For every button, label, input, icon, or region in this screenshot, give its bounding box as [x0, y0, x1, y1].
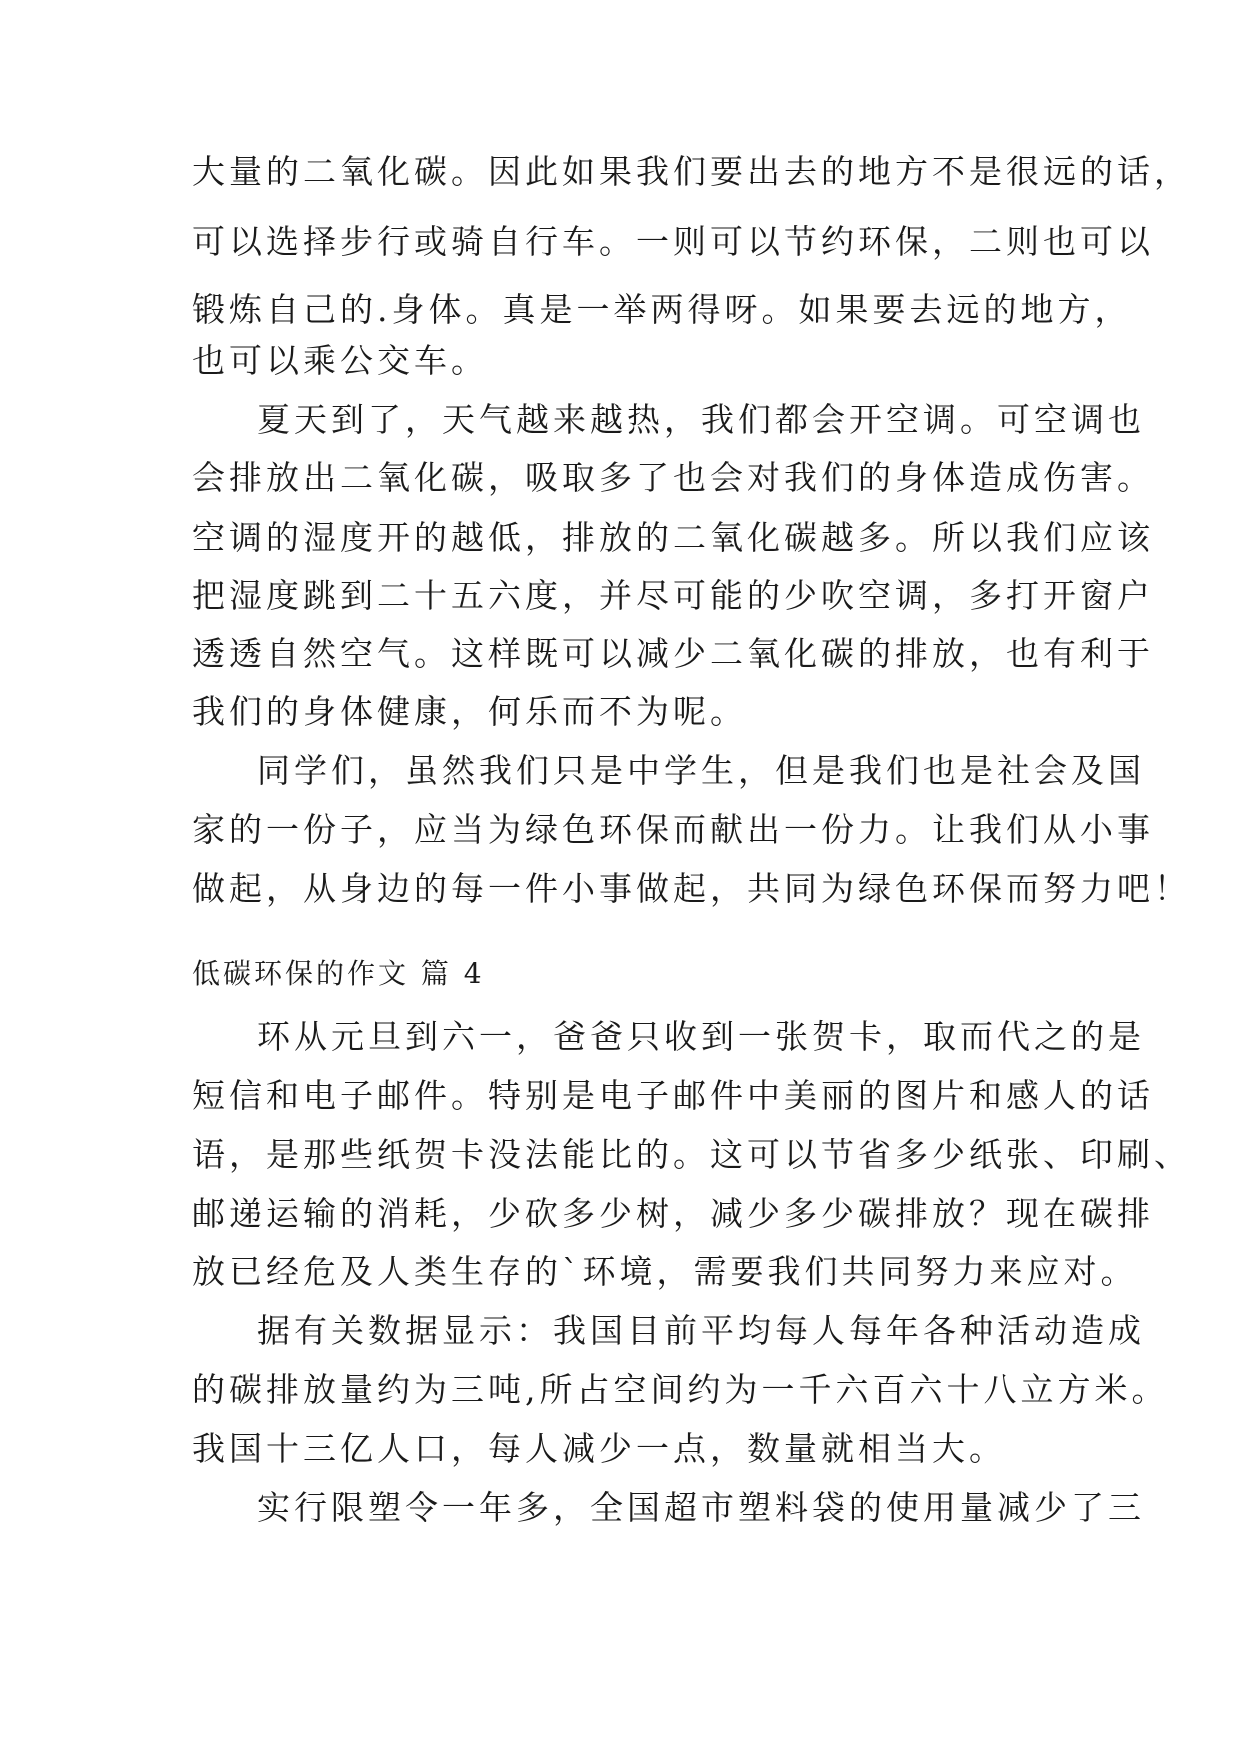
text-line: 透透自然空气。这样既可以减少二氧化碳的排放，也有利于: [192, 634, 1154, 673]
text-line: 空调的湿度开的越低，排放的二氧化碳越多。所以我们应该: [192, 518, 1154, 557]
text-line: 家的一份子，应当为绿色环保而献出一份力。让我们从小事: [192, 810, 1154, 849]
text-line: 我们的身体健康，何乐而不为呢。: [192, 692, 747, 731]
text-line: 把湿度跳到二十五六度，并尽可能的少吹空调，多打开窗户: [192, 576, 1154, 615]
text-line: 做起，从身边的每一件小事做起，共同为绿色环保而努力吧！: [192, 869, 1191, 908]
section-heading: 低碳环保的作文 篇 4: [192, 957, 485, 990]
text-line: 据有关数据显示：我国目前平均每人每年各种活动造成: [257, 1311, 1145, 1350]
text-line: 可以选择步行或骑自行车。一则可以节约环保，二则也可以: [192, 222, 1154, 261]
text-line: 放已经危及人类生存的`环境，需要我们共同努力来应对。: [192, 1252, 1138, 1291]
text-line: 锻炼自己的.身体。真是一举两得呀。如果要去远的地方，: [192, 290, 1132, 329]
text-line: 我国十三亿人口，每人减少一点，数量就相当大。: [192, 1429, 1006, 1468]
text-line: 的碳排放量约为三吨,所占空间约为一千六百六十八立方米。: [192, 1370, 1169, 1409]
text-line: 会排放出二氧化碳，吸取多了也会对我们的身体造成伤害。: [192, 458, 1154, 497]
text-line: 邮递运输的消耗，少砍多少树，减少多少碳排放？现在碳排: [192, 1194, 1154, 1233]
text-line: 短信和电子邮件。特别是电子邮件中美丽的图片和感人的话: [192, 1076, 1154, 1115]
text-line: 实行限塑令一年多，全国超市塑料袋的使用量减少了三: [257, 1488, 1145, 1527]
text-line: 夏天到了，天气越来越热，我们都会开空调。可空调也: [257, 400, 1145, 439]
text-line: 语，是那些纸贺卡没法能比的。这可以节省多少纸张、印刷、: [192, 1135, 1191, 1174]
text-line: 环从元旦到六一，爸爸只收到一张贺卡，取而代之的是: [257, 1017, 1145, 1056]
text-line: 也可以乘公交车。: [192, 341, 488, 380]
text-line: 同学们，虽然我们只是中学生，但是我们也是社会及国: [257, 751, 1145, 790]
text-line: 大量的二氧化碳。因此如果我们要出去的地方不是很远的话，: [192, 152, 1191, 191]
